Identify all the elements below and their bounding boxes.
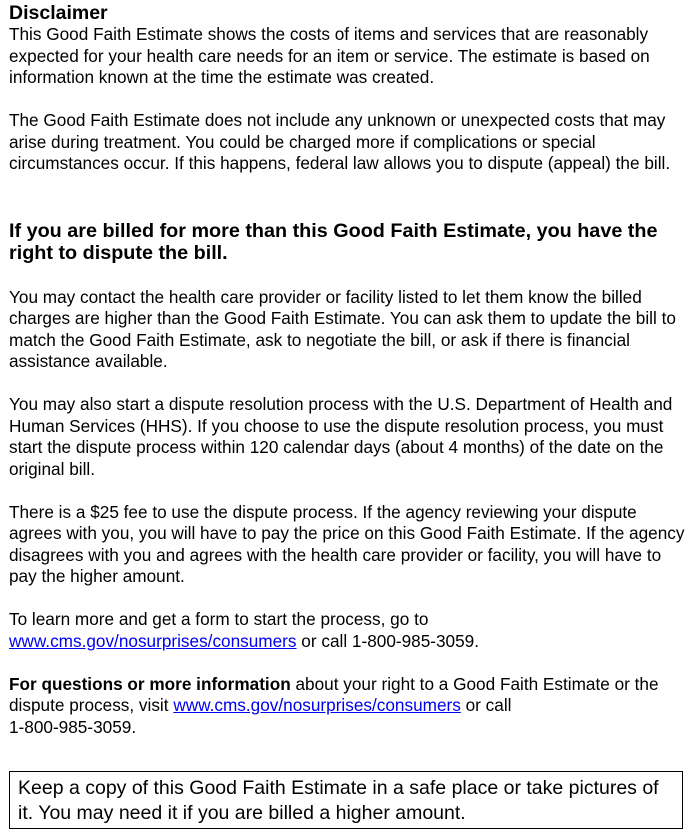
disclaimer-paragraph-1: This Good Faith Estimate shows the costs of items and services that are reasonably expected for your health care needs for an item or service. The estimate is based on information known at the time the estimate was created.	[9, 24, 650, 87]
questions-suffix: or call	[460, 695, 512, 715]
spacer	[9, 652, 685, 674]
spacer	[9, 373, 685, 395]
questions-bold: For questions or more information	[9, 673, 291, 694]
dispute-paragraph-1: You may contact the health care provider or facility listed to let them know the billed charges are higher than the Good Faith Estimate. You can ask them to update the bill to match the Good Faith Estimate, ask to negotiate the bill, or ask if there is financial assistance available.	[9, 286, 676, 371]
questions-text: about your right to a Good Faith Estimate or the dispute process, visit	[9, 673, 659, 715]
callout-text: Keep a copy of this Good Faith Estimate in a safe place or take pictures of it. You may need it if you are billed a higher amount.	[18, 777, 659, 824]
document-page	[9, 0, 685, 824]
spacer	[9, 588, 685, 610]
learn-more-suffix: or call 1-800-985-3059.	[296, 630, 480, 651]
learn-more-text: To learn more and get a form to start the process, go to	[9, 609, 429, 629]
cms-link-2[interactable]: www.cms.gov/nosurprises/consumers	[173, 695, 461, 715]
dispute-paragraph-3: There is a $25 fee to use the dispute process. If the agency reviewing your dispute agrees with you, you will have to pay the price on this Good Faith Estimate. If the agency disagrees with you and agrees with the health care provider or facility, you will have to pay the higher amount.	[9, 501, 685, 586]
questions-phone: 1-800-985-3059.	[9, 716, 137, 737]
questions-paragraph	[9, 674, 685, 739]
dispute-heading: If you are billed for more than this Good Faith Estimate, you have the right to dispute the bill.	[9, 219, 658, 264]
cms-link-1[interactable]: www.cms.gov/nosurprises/consumers	[9, 630, 297, 651]
spacer	[9, 265, 685, 287]
learn-more-paragraph	[9, 609, 685, 652]
spacer	[9, 175, 685, 220]
keep-copy-callout	[9, 771, 683, 829]
disclaimer-heading: Disclaimer	[9, 2, 108, 24]
spacer	[9, 89, 685, 111]
dispute-paragraph-2: You may also start a dispute resolution process with the U.S. Department of Health and Human Services (HHS). If you choose to use the dispute resolution process, you must start the dispute process within 120 calendar days (about 4 months) of the date on the original bill.	[9, 394, 673, 479]
disclaimer-paragraph-2: The Good Faith Estimate does not include any unknown or unexpected costs that may arise during treatment. You could be charged more if complications or special circumstances occur. If this happens, federal law allows you to dispute (appeal) the bill.	[9, 110, 671, 173]
spacer	[9, 480, 685, 502]
